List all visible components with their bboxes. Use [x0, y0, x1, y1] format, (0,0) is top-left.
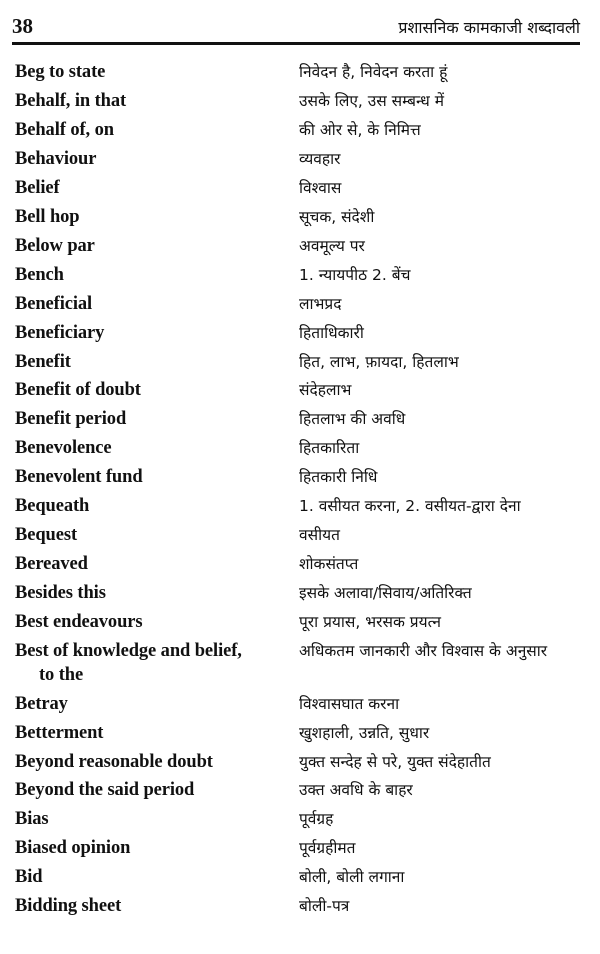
glossary-entry — [15, 61, 590, 85]
english-term — [15, 808, 299, 832]
glossary-entry — [15, 177, 590, 201]
glossary-entry — [15, 206, 590, 230]
glossary-entry — [15, 524, 590, 548]
glossary-entry — [15, 611, 590, 635]
english-term — [15, 293, 299, 317]
english-term-text: Benefit period — [15, 409, 127, 430]
english-term-text: Biased opinion — [15, 838, 131, 859]
english-term-continuation: to the — [39, 664, 84, 685]
english-term — [15, 90, 299, 114]
english-term — [15, 379, 299, 403]
hindi-meaning: हितकारी निधि — [299, 468, 378, 487]
english-term — [15, 751, 299, 775]
hindi-meaning: वसीयत — [299, 526, 340, 545]
english-term — [15, 351, 299, 375]
english-term — [15, 640, 299, 687]
english-term — [15, 206, 299, 230]
english-term-text: Bereaved — [15, 554, 88, 575]
hindi-meaning: इसके अलावा/सिवाय/अतिरिक्त — [299, 584, 472, 603]
glossary-entry — [15, 582, 590, 606]
header-rule — [12, 42, 580, 45]
english-term-text: Bequeath — [15, 496, 90, 517]
english-term — [15, 582, 299, 606]
english-term-text: Beg to state — [15, 62, 106, 82]
english-term-text: Bequest — [15, 525, 77, 546]
english-term-text: Beneficial — [15, 293, 93, 314]
hindi-meaning: संदेहलाभ — [299, 381, 352, 400]
english-term-text: Bench — [15, 264, 64, 285]
hindi-meaning: हित, लाभ, फ़ायदा, हितलाभ — [299, 352, 459, 371]
glossary-entry — [15, 90, 590, 114]
english-term — [15, 264, 299, 288]
glossary-entry — [15, 751, 590, 775]
glossary-entry — [15, 640, 590, 687]
page-number: 38 — [12, 14, 33, 38]
glossary-entry — [15, 379, 590, 403]
glossary-list — [15, 61, 590, 924]
english-term-text: Benefit of doubt — [15, 380, 141, 401]
glossary-entry — [15, 779, 590, 803]
hindi-meaning: उसके लिए, उस सम्बन्ध में — [299, 91, 445, 110]
hindi-meaning: बोली, बोली लगाना — [299, 868, 405, 887]
english-term-text: Benevolent fund — [15, 467, 143, 488]
glossary-entry — [15, 408, 590, 432]
english-term — [15, 693, 299, 717]
glossary-entry — [15, 895, 590, 919]
english-term — [15, 722, 299, 746]
english-term — [15, 61, 299, 85]
english-term-text: Behalf of, on — [15, 119, 114, 140]
english-term-text: Bias — [15, 809, 49, 830]
hindi-meaning: 1. न्यायपीठ 2. बेंच — [299, 265, 411, 284]
english-term-text: Below par — [15, 235, 95, 256]
english-term — [15, 119, 299, 143]
english-term — [15, 437, 299, 461]
glossary-entry — [15, 553, 590, 577]
english-term — [15, 148, 299, 172]
hindi-meaning: पूरा प्रयास, भरसक प्रयत्न — [299, 613, 441, 632]
english-term — [15, 779, 299, 803]
glossary-entry — [15, 235, 590, 259]
glossary-entry — [15, 264, 590, 288]
english-term — [15, 466, 299, 490]
english-term-text: Best endeavours — [15, 612, 143, 633]
glossary-entry — [15, 866, 590, 890]
english-term-text: Betterment — [15, 722, 104, 743]
hindi-meaning: पूर्वग्रह — [299, 810, 334, 829]
glossary-entry — [15, 693, 590, 717]
english-term — [15, 524, 299, 548]
english-term-text: Bidding sheet — [15, 896, 122, 917]
english-term-text: Belief — [15, 177, 60, 198]
english-term — [15, 495, 299, 519]
glossary-entry — [15, 837, 590, 861]
hindi-meaning: हितकारिता — [299, 439, 360, 458]
hindi-meaning: निवेदन है, निवेदन करता हूं — [299, 63, 448, 81]
hindi-meaning: विश्वासघात करना — [299, 694, 400, 713]
hindi-meaning: खुशहाली, उन्नति, सुधार — [299, 723, 430, 742]
hindi-meaning: की ओर से, के निमित्त — [299, 120, 421, 139]
hindi-meaning: उक्त अवधि के बाहर — [299, 781, 413, 800]
hindi-meaning: बोली-पत्र — [299, 897, 350, 916]
hindi-meaning: व्यवहार — [299, 149, 341, 168]
hindi-meaning: सूचक, संदेशी — [299, 207, 375, 226]
english-term-text: Benefit — [15, 351, 71, 372]
running-title: प्रशासनिक कामकाजी शब्दावली — [398, 18, 580, 37]
english-term-text: Behalf, in that — [15, 90, 127, 111]
glossary-entry — [15, 808, 590, 832]
hindi-meaning: अधिकतम जानकारी और विश्वास के अनुसार — [299, 642, 548, 661]
hindi-meaning: 1. वसीयत करना, 2. वसीयत-द्वारा देना — [299, 497, 521, 516]
hindi-meaning: युक्त सन्देह से परे, युक्त संदेहातीत — [299, 752, 491, 771]
english-term-text: Bid — [15, 867, 43, 888]
english-term — [15, 322, 299, 346]
english-term — [15, 866, 299, 890]
english-term-text: Bell hop — [15, 206, 80, 227]
english-term-text: Betray — [15, 693, 68, 714]
hindi-meaning: शोकसंतप्त — [299, 555, 359, 574]
hindi-meaning: विश्वास — [299, 178, 342, 197]
english-term — [15, 408, 299, 432]
english-term — [15, 611, 299, 635]
glossary-entry — [15, 148, 590, 172]
english-term — [15, 235, 299, 259]
english-term-text: Benevolence — [15, 438, 112, 459]
english-term — [15, 837, 299, 861]
english-term-text: Besides this — [15, 583, 106, 604]
glossary-entry — [15, 293, 590, 317]
english-term-text: Behaviour — [15, 148, 97, 169]
glossary-entry — [15, 351, 590, 375]
glossary-entry — [15, 466, 590, 490]
glossary-entry — [15, 322, 590, 346]
glossary-entry — [15, 495, 590, 519]
glossary-entry — [15, 722, 590, 746]
hindi-meaning: पूर्वग्रहीमत — [299, 839, 356, 858]
english-term — [15, 177, 299, 201]
glossary-entry — [15, 119, 590, 143]
page-header — [12, 8, 580, 42]
english-term — [15, 553, 299, 577]
hindi-meaning: अवमूल्य पर — [299, 236, 365, 255]
hindi-meaning: हिताधिकारी — [299, 323, 364, 342]
english-term-text: Beneficiary — [15, 322, 105, 343]
english-term-text: Beyond the said period — [15, 780, 195, 801]
hindi-meaning: हितलाभ की अवधि — [299, 410, 406, 429]
hindi-meaning: लाभप्रद — [299, 294, 342, 313]
english-term-text: Beyond reasonable doubt — [15, 751, 213, 772]
glossary-entry — [15, 437, 590, 461]
english-term — [15, 895, 299, 919]
english-term-text: Best of knowledge and belief, — [15, 641, 242, 662]
